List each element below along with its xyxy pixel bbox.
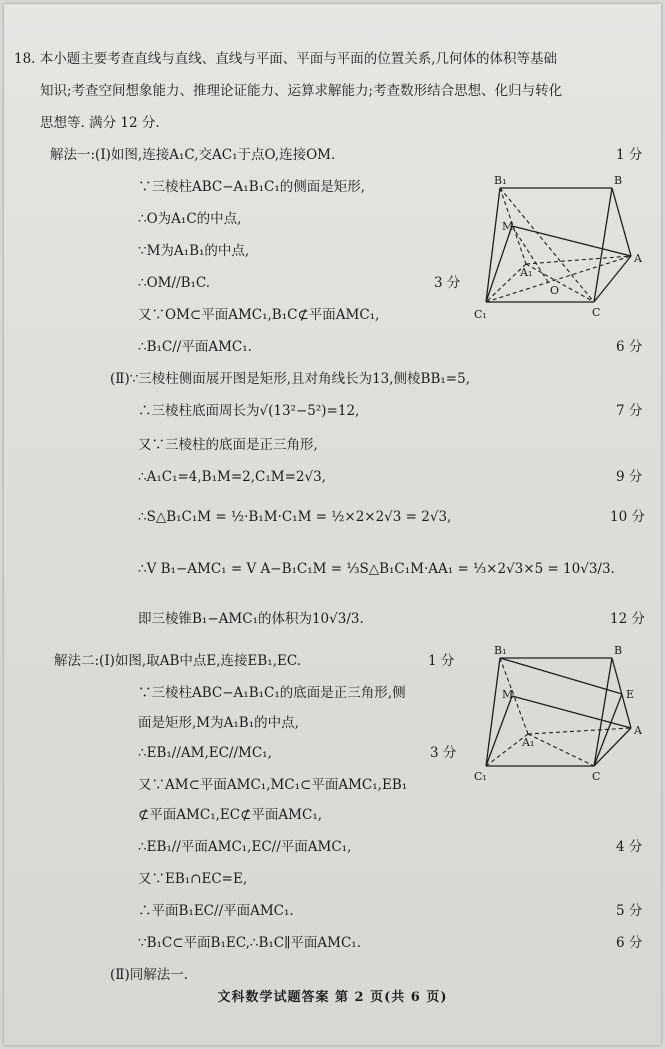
m2-score-1: 1 分 [428,653,455,669]
m1-step-12: ∴S△B₁C₁M = ½·B₁M·C₁M = ½×2×2√3 = 2√3, [138,509,452,525]
m2-step-10: ∵B₁C⊂平面B₁EC,∴B₁C∥平面AMC₁. [138,935,361,951]
m1-score-14: 12 分 [610,611,645,627]
m1-step-4: ∵M为A₁B₁的中点, [138,243,250,259]
m1-score-12: 10 分 [610,509,645,525]
fig2-label-c: C [592,770,601,783]
prism-figure-1 [466,176,652,328]
m2-step-8: 又∵EB₁∩EC=E, [138,871,248,887]
m2-step-1: 解法二:(Ⅰ)如图,取AB中点E,连接EB₁,EC. [54,653,301,669]
fig2-label-m: M [502,688,514,701]
fig1-label-c1: C₁ [474,308,487,321]
m2-step-11: (Ⅱ)同解法一. [110,967,189,983]
m2-step-9: ∴平面B₁EC//平面AMC₁. [138,903,294,919]
m1-step-14: 即三棱锥B₁−AMC₁的体积为10√3/3. [138,611,364,627]
fig1-label-a: A [634,252,642,265]
m1-step-1: 解法一:(Ⅰ)如图,连接A₁C,交AC₁于点O,连接OM. [50,147,336,163]
m1-step-5: ∴OM//B₁C. [138,275,211,291]
m2-step-4: ∴EB₁//AM,EC//MC₁, [138,745,272,761]
prism-figure-2 [466,644,652,784]
page-footer: 文科数学试题答案 第 2 页(共 6 页) [217,990,448,1005]
m1-step-13: ∴V B₁−AMC₁ = V A−B₁C₁M = ⅓S△B₁C₁M·AA₁ = ⅓×2√3×5 = 10√3/3. [138,561,615,577]
fig2-label-e: E [626,688,635,701]
fig2-label-b1: B₁ [494,644,507,657]
m2-score-10: 6 分 [616,935,643,951]
answer-page [4,4,661,1045]
m2-step-3: 面是矩形,M为A₁B₁的中点, [138,715,299,731]
fig1-label-o: O [550,284,560,297]
m2-score-4: 3 分 [430,745,457,761]
m2-step-5: 又∵AM⊂平面AMC₁,MC₁⊂平面AMC₁,EB₁ [138,777,408,793]
m1-step-6: 又∵OM⊂平面AMC₁,B₁C⊄平面AMC₁, [138,307,380,323]
m1-step-11: ∴A₁C₁=4,B₁M=2,C₁M=2√3, [138,469,326,485]
m2-score-9: 5 分 [616,903,643,919]
fig1-label-a1: A₁ [520,266,533,279]
fig2-label-a: A [634,724,642,737]
intro-line-2: 知识;考查空间想象能力、推理论证能力、运算求解能力;考查数形结合思想、化归与转化 [40,83,563,99]
intro-line-3: 思想等. 满分 12 分. [40,115,160,131]
m2-step-7: ∴EB₁//平面AMC₁,EC//平面AMC₁, [138,839,352,855]
fig1-label-b: B [614,176,623,187]
m2-score-7: 4 分 [616,839,643,855]
m1-step-3: ∴O为A₁C的中点, [138,211,242,227]
fig2-label-b: B [614,644,623,657]
fig2-label-a1: A₁ [522,736,535,749]
m2-step-6: ⊄平面AMC₁,EC⊄平面AMC₁, [138,807,323,823]
m1-score-7: 6 分 [616,339,643,355]
m1-score-9: 7 分 [616,403,643,419]
m1-score-11: 9 分 [616,469,643,485]
m1-score-5: 3 分 [434,275,461,291]
fig1-label-b1: B₁ [494,176,507,187]
m1-step-10: 又∵三棱柱的底面是正三角形, [138,437,318,453]
m1-score-1: 1 分 [616,147,643,163]
fig2-label-c1: C₁ [474,770,487,783]
intro-line-1: 18. 本小题主要考查直线与直线、直线与平面、平面与平面的位置关系,几何体的体积等基础 [14,51,558,67]
m1-step-9: ∴三棱柱底面周长为√(13²−5²)=12, [138,403,360,419]
fig1-label-c: C [592,306,601,319]
m2-step-2: ∵三棱柱ABC−A₁B₁C₁的底面是正三角形,侧 [138,685,406,701]
fig1-label-m: M [502,220,514,233]
m1-step-7: ∴B₁C//平面AMC₁. [138,339,252,355]
m1-step-8: (Ⅱ)∵三棱柱侧面展开图是矩形,且对角线长为13,侧棱BB₁=5, [110,371,471,387]
m1-step-2: ∵三棱柱ABC−A₁B₁C₁的侧面是矩形, [138,179,366,195]
